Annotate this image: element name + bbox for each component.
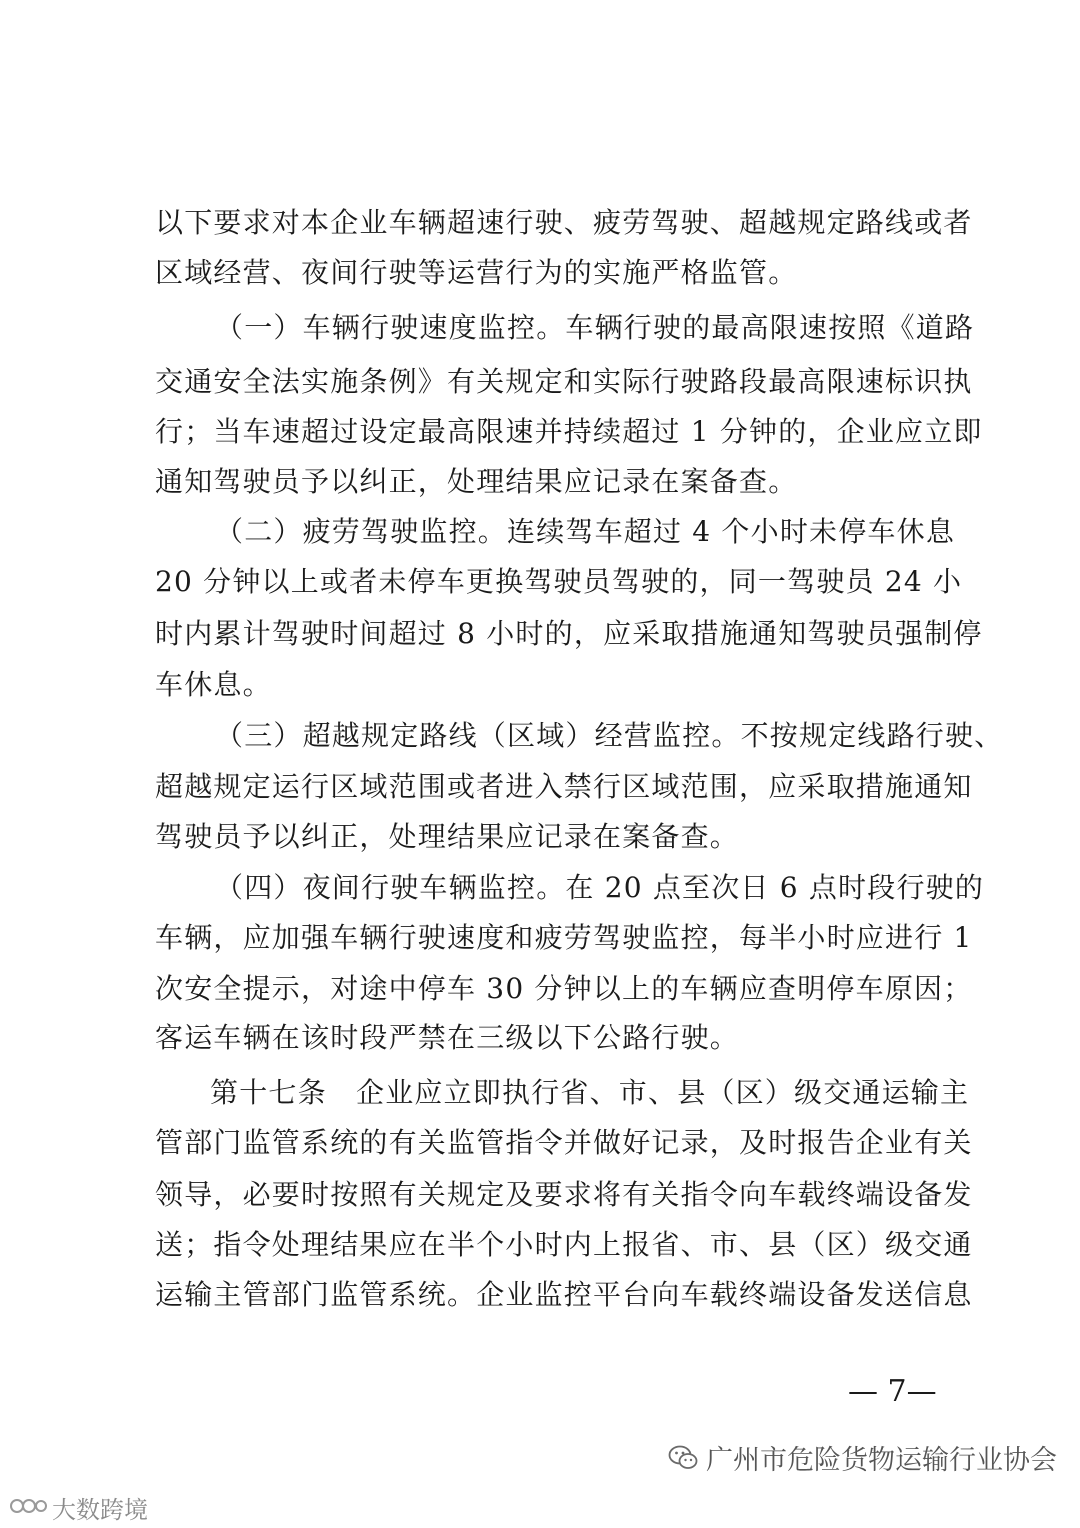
account-name: 广州市危险货物运输行业协会 [706,1445,1057,1476]
text-line: 区域经营、夜间行驶等运营行为的实施严格监管。 [155,256,798,289]
text-line: 20 分钟以上或者未停车更换驾驶员驾驶的，同一驾驶员 24 小 [155,565,963,598]
brand-logo-icon [8,1495,48,1521]
page-number: — 7— [848,1374,937,1409]
text-line: 交通安全法实施条例》有关规定和实际行驶路段最高限速标识执 [155,365,973,398]
text-line: 时内累计驾驶时间超过 8 小时的，应采取措施通知驾驶员强制停 [155,617,983,650]
text-line: （四）夜间行驶车辆监控。在 20 点至次日 6 点时段行驶的 [215,871,985,904]
text-line: 客运车辆在该时段严禁在三级以下公路行驶。 [155,1021,740,1054]
text-line: 通知驾驶员予以纠正，处理结果应记录在案备查。 [155,465,798,498]
text-line: （二）疲劳驾驶监控。连续驾车超过 4 个小时未停车休息 [215,515,956,548]
text-line: 运输主管部门监管系统。企业监控平台向车载终端设备发送信息 [155,1278,973,1311]
text-line: 次安全提示，对途中停车 30 分钟以上的车辆应查明停车原因； [155,972,973,1005]
text-line: 以下要求对本企业车辆超速行驶、疲劳驾驶、超越规定路线或者 [155,206,973,239]
text-line: 车辆，应加强车辆行驶速度和疲劳驾驶监控，每半小时应进行 1 [155,921,973,954]
text-line: 行；当车速超过设定最高限速并持续超过 1 分钟的，企业应立即 [155,415,983,448]
text-line: 超越规定运行区域范围或者进入禁行区域范围，应采取措施通知 [155,770,973,803]
account-watermark [668,1438,1057,1477]
text-line: （三）超越规定路线（区域）经营监控。不按规定线路行驶、 [215,719,1004,752]
text-line: 管部门监管系统的有关监管指令并做好记录，及时报告企业有关 [155,1126,973,1159]
wechat-icon [668,1444,698,1472]
text-line: 驾驶员予以纠正，处理结果应记录在案备查。 [155,820,740,853]
site-watermark [8,1490,148,1525]
text-line: 领导，必要时按照有关规定及要求将有关指令向车载终端设备发 [155,1178,973,1211]
text-line: （一）车辆行驶速度监控。车辆行驶的最高限速按照《道路 [215,311,975,344]
article-heading-line: 第十七条 企业应立即执行省、市、县（区）级交通运输主 [210,1076,970,1109]
text-line: 送；指令处理结果应在半个小时内上报省、市、县（区）级交通 [155,1228,973,1261]
text-line: 车休息。 [155,668,272,701]
site-logo-text: 大数跨境 [52,1496,148,1524]
